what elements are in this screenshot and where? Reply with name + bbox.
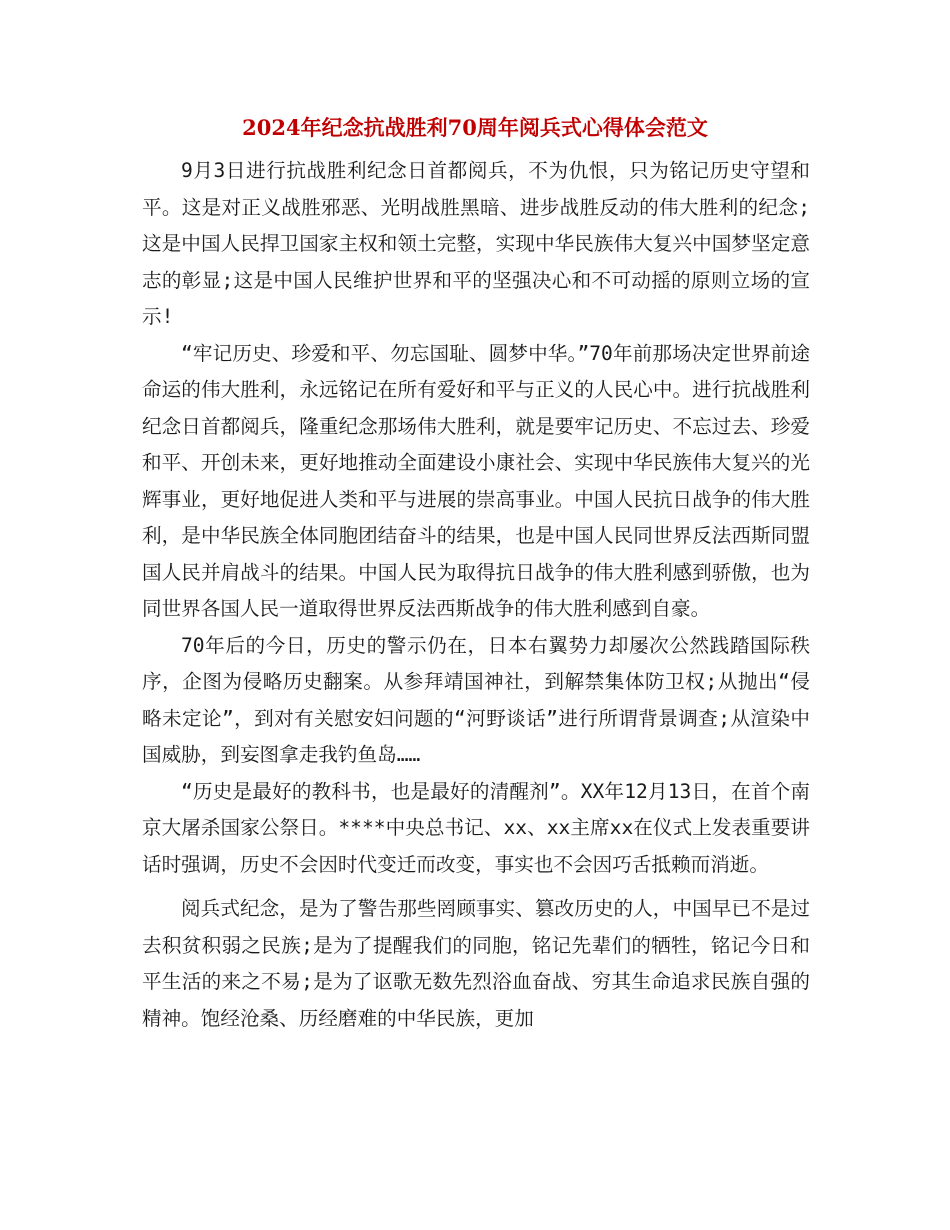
document-title: 2024年纪念抗战胜利70周年阅兵式心得体会范文 <box>242 115 708 140</box>
paragraph-1: 9月3日进行抗战胜利纪念日首都阅兵，不为仇恨，只为铭记历史守望和平。这是对正义战胜邪恶、光明战胜黑暗、进步战胜反动的伟大胜利的纪念;这是中国人民捍卫国家主权和领土完整，实现中华民族伟大复兴中国梦坚定意志的彰显;这是中国人民维护世界和平的坚强决心和不可动摇的原则立场的宣示! <box>142 159 810 328</box>
paragraph-2: “牢记历史、珍爱和平、勿忘国耻、圆梦中华。”70年前那场决定世界前途命运的伟大胜利，永远铭记在所有爱好和平与正义的人民心中。进行抗战胜利纪念日首都阅兵，隆重纪念那场伟大胜利，就是要牢记历史、不忘过去、珍爱和平、开创未来，更好地推动全面建设小康社会、实现中华民族伟大复兴的光辉事业，更好地促进人类和平与进展的崇高事业。中国人民抗日战争的伟大胜利，是中华民族全体同胞团结奋斗的结果，也是中国人民同世界反法西斯同盟国人民并肩战斗的结果。中国人民为取得抗日战争的伟大胜利感到骄傲，也为同世界各国人民一道取得世界反法西斯战争的伟大胜利感到自豪。 <box>142 341 810 620</box>
document-body <box>142 153 810 1037</box>
paragraph-4: “历史是最好的教科书，也是最好的清醒剂”。XX年12月13日，在首个南京大屠杀国家公祭日。****中央总书记、xx、xx主席xx在仪式上发表重要讲话时强调，历史不会因时代变迁而改变，事实也不会因巧舌抵赖而消逝。 <box>142 779 810 876</box>
paragraph-3: 70年后的今日，历史的警示仍在，日本右翼势力却屡次公然践踏国际秩序，企图为侵略历史翻案。从参拜靖国神社，到解禁集体防卫权;从抛出“侵略未定论”，到对有关慰安妇问题的“河野谈话”进行所谓背景调查;从渲染中国威胁，到妄图拿走我钓鱼岛…… <box>142 633 810 766</box>
paragraph-5: 阅兵式纪念，是为了警告那些罔顾事实、篡改历史的人，中国早已不是过去积贫积弱之民族;是为了提醒我们的同胞，铭记先辈们的牺牲，铭记今日和平生活的来之不易;是为了讴歌无数先烈浴血奋战、穷其生命追求民族自强的精神。饱经沧桑、历经磨难的中华民族，更加 <box>142 897 810 1030</box>
